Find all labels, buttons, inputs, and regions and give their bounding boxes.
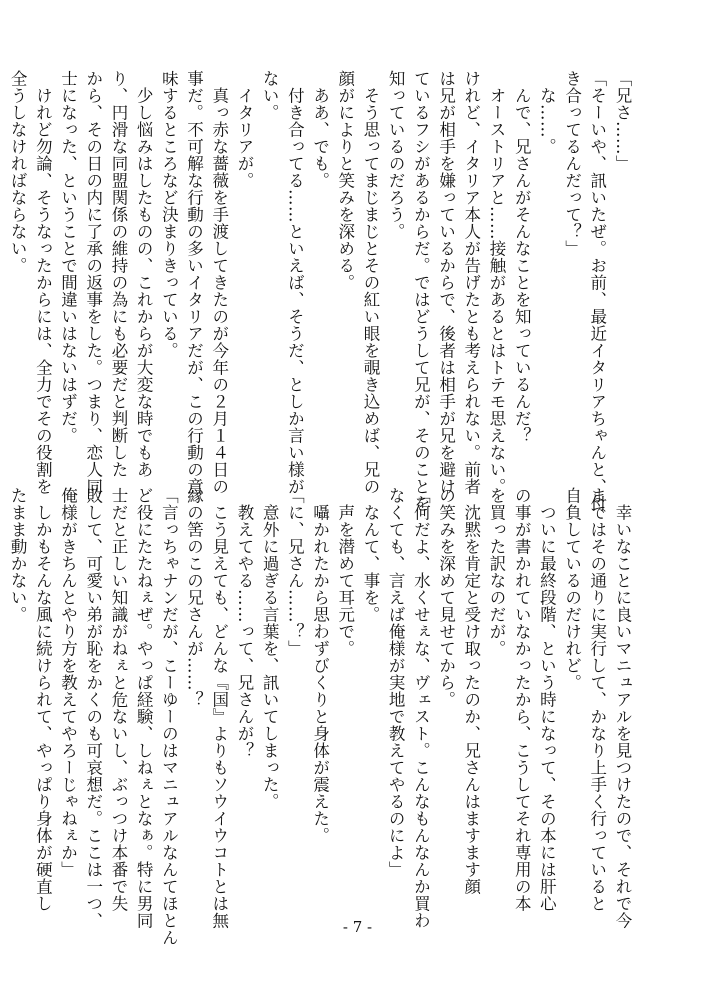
text-line: 事だ。不可解な行動の多いイタリアだが、この行動の意 [184,70,204,495]
text-line: 敗して、可愛い弟が恥をかくのも可哀想だ。ここは一つ、 [83,487,103,929]
text-line: 声を潜めて耳元で。 [335,487,355,657]
text-line: き合ってるんだって？」 [562,70,582,257]
text-line: 教えてやる……って、兄さんが？ [234,487,254,759]
text-line: んで、兄さんがそんなことを知っているんだ？ [512,70,532,444]
text-line: しかもそんな風に続けられて、やっぱり身体が硬直し [33,487,53,912]
text-line: 自負しているのだけれど。 [562,487,582,691]
text-line: なんて、事を。 [360,487,380,623]
text-line: ているフシがあるからだ。ではどうして兄が、そのことを [411,70,431,512]
text-line: ない。 [260,70,280,121]
text-line: ああ、でも。 [310,70,330,189]
text-line: まではその通りに実行して、かなり上手く行っていると [587,487,607,912]
text-line: の笑みを深めて見せてから。 [436,487,456,708]
text-line: り、円滑な同盟関係の維持の為にも必要だと判断した [108,70,128,478]
text-line: 縁の筈のこの兄さんが……？ [184,487,204,708]
text-line: たまま動かない。 [8,487,28,623]
text-line: 少し悩みはしたものの、これからが大変な時でもあ [134,70,154,478]
text-line: 俺様がきちんとやり方を教えてやろーじゃねぇか」 [58,487,78,878]
text-line: イタリアが。 [234,70,254,189]
text-line: なくても、言えば俺様が実地で教えてやるのによ」 [386,487,406,878]
text-line: ど役にたたねぇぜ。やっぱ経験、しねぇとなぁ。特に男同 [134,487,154,929]
text-line: 「言っちゃナンだが、こーゆーのはマニュアルなんてほとん [159,487,179,946]
text-line: 知っているのだろう。 [386,70,406,240]
text-line: 士になった、ということで間違いはないはずだ。 [58,70,78,444]
text-line: こう見えても、どんな『国』よりもソウイウコトとは無 [209,487,229,929]
text-line: 士だと正しい知識がねぇと危ないし、ぶっつけ本番で失 [108,487,128,912]
text-line: ついに最終段階、という時になって、その本には肝心 [537,487,557,912]
text-line: 囁かれたから思わずびくりと身体が震えた。 [310,487,330,844]
text-line: 意外に過ぎる言葉を、訊いてしまった。 [260,487,280,810]
text-line: オーストリアと……接触があるとはトテモ思えない。 [486,70,506,495]
text-line: 「兄さ……」 [613,70,632,172]
text-line: な……。 [537,70,557,155]
text-line: 「そーいや、訊いたぜ。お前、最近イタリアちゃんと、付 [587,70,607,512]
text-line: は兄が相手を嫌っているからで、後者は相手が兄を避け [436,70,456,495]
text-line: 味するところなど決まりきっている。 [159,70,179,359]
text-line: 真っ赤な薔薇を手渡してきたのが今年の２月１４日の [209,70,229,495]
text-line: 「に、兄さん……？」 [285,487,305,657]
text-line: 「何だよ、水くせぇな、ヴェスト。こんなもんなんか買わ [411,487,431,929]
text-line: を買った訳なのだが。 [486,487,506,657]
page-number: - 7 - [342,918,373,936]
text-line: けれど、イタリア本人が告げたとも考えられない。前者 [461,70,481,495]
text-line: 付き合ってる……といえば、そうだ、としか言い様が [285,70,305,495]
upper-text-block [8,70,635,512]
text-line: の事が書かれていなかったから、こうしてそれ専用の本 [512,487,532,912]
text-line: 顔がによりと笑みを深める。 [335,70,355,291]
text-line: そう思ってまじまじとその紅い眼を覗き込めば、兄の [360,70,380,495]
lower-text-block [8,487,635,946]
text-line: 幸いなことに良いマニュアルを見つけたので、それで今 [613,487,632,929]
text-line: から、その日の内に了承の返事をした。つまり、恋人同 [83,70,103,495]
text-line: 沈黙を肯定と受け取ったのか、兄さんはますます顔 [461,487,481,895]
text-line: 全うしなければならない。 [8,70,28,274]
text-line: けれど勿論、そうなったからには、全力でその役割を [33,70,53,495]
